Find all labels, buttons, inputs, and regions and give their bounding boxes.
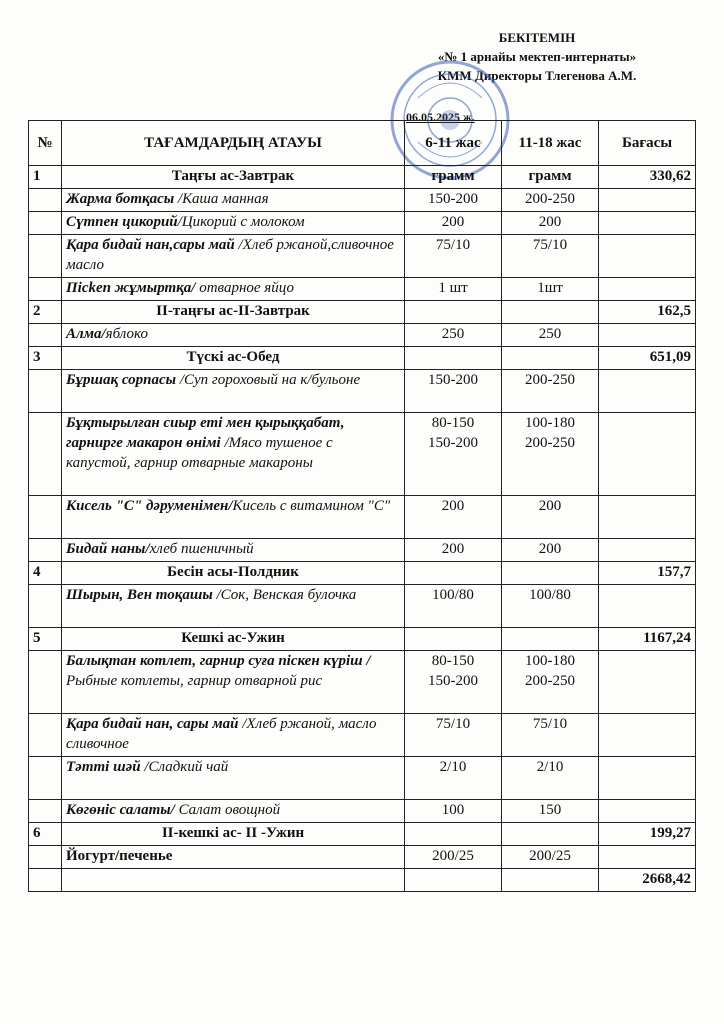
portion-11-18: 100-180 200-250 <box>502 413 599 496</box>
portion-6-11: 100 <box>405 800 502 823</box>
portion-6-11: грамм <box>405 166 502 189</box>
item-name <box>62 496 405 539</box>
approval-school: «№ 1 арнайы мектеп-интернаты» <box>437 49 637 64</box>
dish-name-ru: яблоко <box>105 326 148 342</box>
portion-11-18: 150 <box>502 800 599 823</box>
item-name <box>62 189 405 212</box>
item-name <box>62 212 405 235</box>
item-name <box>62 235 405 278</box>
dish-name-kz: Қара бидай нан, сары май <box>66 716 239 732</box>
row-number <box>29 800 62 823</box>
row-number <box>29 235 62 278</box>
portion-6-11: 80-150 150-200 <box>405 413 502 496</box>
price <box>599 278 696 301</box>
portion-6-11 <box>405 301 502 324</box>
header-age1: 6-11 жас <box>405 121 502 166</box>
price <box>599 235 696 278</box>
portion-11-18 <box>502 301 599 324</box>
portion-11-18: 200 <box>502 539 599 562</box>
row-number <box>29 324 62 347</box>
item-name: Кешкі ас-Ужин <box>62 628 405 651</box>
item-name <box>62 651 405 714</box>
dish-name-kz: Балықтан котлет, гарнир суға піскен күріш / <box>66 653 371 669</box>
portion-11-18: 100-180 200-250 <box>502 651 599 714</box>
item-name <box>62 413 405 496</box>
portion-11-18: грамм <box>502 166 599 189</box>
price <box>599 757 696 800</box>
portion-6-11 <box>405 823 502 846</box>
portion-6-11: 75/10 <box>405 714 502 757</box>
portion-6-11: 2/10 <box>405 757 502 800</box>
dish-row <box>29 189 696 212</box>
row-number: 5 <box>29 628 62 651</box>
dish-name-kz: Бұқтырылған сиыр еті мен қырыққабат, гарнирге макарон өнімі <box>66 415 345 451</box>
dish-name-ru: /Хлеб ржаной,сливочное масло <box>66 237 394 273</box>
portion-6-11: 200 <box>405 539 502 562</box>
dish-name-kz: Пісken жұмыртқа/ <box>66 280 196 296</box>
row-number <box>29 539 62 562</box>
dish-name-kz: Көгөніс салаты/ <box>66 802 175 818</box>
item-name <box>62 757 405 800</box>
header-age2: 11-18 жас <box>502 121 599 166</box>
price <box>599 212 696 235</box>
item-name: Түскі ас-Обед <box>62 347 405 370</box>
portion-11-18: 200 <box>502 212 599 235</box>
row-number: 1 <box>29 166 62 189</box>
row-number <box>29 714 62 757</box>
dish-row <box>29 585 696 628</box>
approval-title: БЕКІТЕМІН <box>498 30 576 45</box>
portion-6-11: 150-200 <box>405 370 502 413</box>
portion-11-18 <box>502 823 599 846</box>
dish-name-ru: Рыбные котлеты, гарнир отварной рис <box>66 673 323 689</box>
dish-name-ru: /Сладкий чай <box>140 759 229 775</box>
meal-row <box>29 628 696 651</box>
row-number <box>29 212 62 235</box>
price: 330,62 <box>599 166 696 189</box>
item-name <box>62 869 405 892</box>
portion-11-18 <box>502 628 599 651</box>
portion-11-18: 2/10 <box>502 757 599 800</box>
price: 199,27 <box>599 823 696 846</box>
dish-name-kz: Қара бидай нан,сары май <box>66 237 235 253</box>
dish-row <box>29 212 696 235</box>
portion-6-11: 80-150 150-200 <box>405 651 502 714</box>
item-name <box>62 278 405 301</box>
row-number <box>29 278 62 301</box>
portion-6-11: 1 шт <box>405 278 502 301</box>
dish-row <box>29 846 696 869</box>
header-num: № <box>29 121 62 166</box>
portion-11-18 <box>502 869 599 892</box>
dish-name-kz: Жарма ботқасы <box>66 191 175 207</box>
row-number <box>29 869 62 892</box>
price <box>599 189 696 212</box>
item-name <box>62 324 405 347</box>
dish-row <box>29 651 696 714</box>
dish-row <box>29 278 696 301</box>
dish-name-kz: Шырын, Вен тоқашы <box>66 587 213 603</box>
portion-6-11 <box>405 869 502 892</box>
dish-name-ru: /Каша манная <box>174 191 269 207</box>
row-number: 2 <box>29 301 62 324</box>
row-number <box>29 496 62 539</box>
dish-name-ru: Салат овощной <box>174 802 281 818</box>
item-name: Бесін асы-Полдник <box>62 562 405 585</box>
price <box>599 539 696 562</box>
header-row <box>29 121 696 166</box>
row-number <box>29 585 62 628</box>
portion-11-18: 200-250 <box>502 189 599 212</box>
portion-11-18: 1шт <box>502 278 599 301</box>
dish-name-ru: /Цикорий с молоком <box>177 214 305 230</box>
dish-name-ru: /Мясо тушеное с капустой, гарнир отварные макароны <box>66 435 333 471</box>
price: 157,7 <box>599 562 696 585</box>
portion-6-11: 250 <box>405 324 502 347</box>
portion-11-18: 75/10 <box>502 235 599 278</box>
dish-row <box>29 539 696 562</box>
item-name: II-кешкі ас- II -Ужин <box>62 823 405 846</box>
dish-name-ru: Кисель с витамином "С" <box>232 498 391 514</box>
menu-table <box>28 120 696 892</box>
portion-11-18: 200/25 <box>502 846 599 869</box>
price: 162,5 <box>599 301 696 324</box>
dish-row <box>29 235 696 278</box>
price <box>599 714 696 757</box>
row-number <box>29 413 62 496</box>
item-name: Таңғы ас-Завтрак <box>62 166 405 189</box>
total-row <box>29 869 696 892</box>
dish-name-kz: Кисель "С" дәруменімен/ <box>66 498 233 514</box>
price <box>599 800 696 823</box>
approval-director: КММ Директоры Тлегенова А.М. <box>437 68 637 83</box>
portion-6-11: 150-200 <box>405 189 502 212</box>
price <box>599 651 696 714</box>
meal-row <box>29 347 696 370</box>
dish-name-kz: Сүтпен цикорий <box>66 214 178 230</box>
dish-name-ru: отварное яйцо <box>195 280 294 296</box>
dish-row <box>29 413 696 496</box>
row-number: 6 <box>29 823 62 846</box>
price <box>599 496 696 539</box>
dish-row <box>29 714 696 757</box>
dish-name-kz: Алма/ <box>66 326 106 342</box>
dish-row <box>29 324 696 347</box>
portion-11-18: 75/10 <box>502 714 599 757</box>
price <box>599 413 696 496</box>
portion-11-18 <box>502 347 599 370</box>
dish-name-ru: /Хлеб ржаной, масло сливочное <box>66 716 377 752</box>
item-name <box>62 539 405 562</box>
dish-name-kz: Тәтті шәй <box>66 759 141 775</box>
dish-name-kz: Бұршақ сорпасы <box>66 372 177 388</box>
dish-name-ru: /Суп гороховый на к/бульоне <box>176 372 361 388</box>
row-number <box>29 370 62 413</box>
price <box>599 585 696 628</box>
dish-row <box>29 757 696 800</box>
portion-6-11: 200 <box>405 212 502 235</box>
header-name: ТАҒАМДАРДЫҢ АТАУЫ <box>62 121 405 166</box>
dish-row <box>29 496 696 539</box>
dish-row <box>29 370 696 413</box>
portion-6-11: 200 <box>405 496 502 539</box>
row-number <box>29 651 62 714</box>
portion-6-11: 200/25 <box>405 846 502 869</box>
item-name <box>62 585 405 628</box>
dish-row <box>29 800 696 823</box>
price <box>599 324 696 347</box>
price: 1167,24 <box>599 628 696 651</box>
dish-name-ru: хлеб пшеничный <box>149 541 254 557</box>
meal-row <box>29 823 696 846</box>
portion-11-18: 200 <box>502 496 599 539</box>
item-name <box>62 800 405 823</box>
portion-11-18: 100/80 <box>502 585 599 628</box>
portion-6-11 <box>405 562 502 585</box>
dish-name-ru: /Сок, Венская булочка <box>212 587 357 603</box>
row-number: 3 <box>29 347 62 370</box>
item-name: Йогурт/печенье <box>62 846 405 869</box>
row-number <box>29 757 62 800</box>
row-number <box>29 189 62 212</box>
portion-6-11: 100/80 <box>405 585 502 628</box>
portion-11-18: 250 <box>502 324 599 347</box>
meal-row <box>29 562 696 585</box>
portion-6-11 <box>405 347 502 370</box>
price: 2668,42 <box>599 869 696 892</box>
portion-6-11 <box>405 628 502 651</box>
item-name <box>62 370 405 413</box>
meal-row <box>29 301 696 324</box>
portion-11-18: 200-250 <box>502 370 599 413</box>
dish-name-kz: Бидай наны/ <box>66 541 150 557</box>
portion-6-11: 75/10 <box>405 235 502 278</box>
row-number: 4 <box>29 562 62 585</box>
price <box>599 370 696 413</box>
header-price: Бағасы <box>599 121 696 166</box>
price: 651,09 <box>599 347 696 370</box>
price <box>599 846 696 869</box>
item-name: II-таңғы ас-II-Завтрак <box>62 301 405 324</box>
portion-11-18 <box>502 562 599 585</box>
row-number <box>29 846 62 869</box>
meal-row <box>29 166 696 189</box>
approval-date: 06.05.2025 ж. <box>406 110 475 124</box>
menu-body <box>29 166 696 892</box>
item-name <box>62 714 405 757</box>
